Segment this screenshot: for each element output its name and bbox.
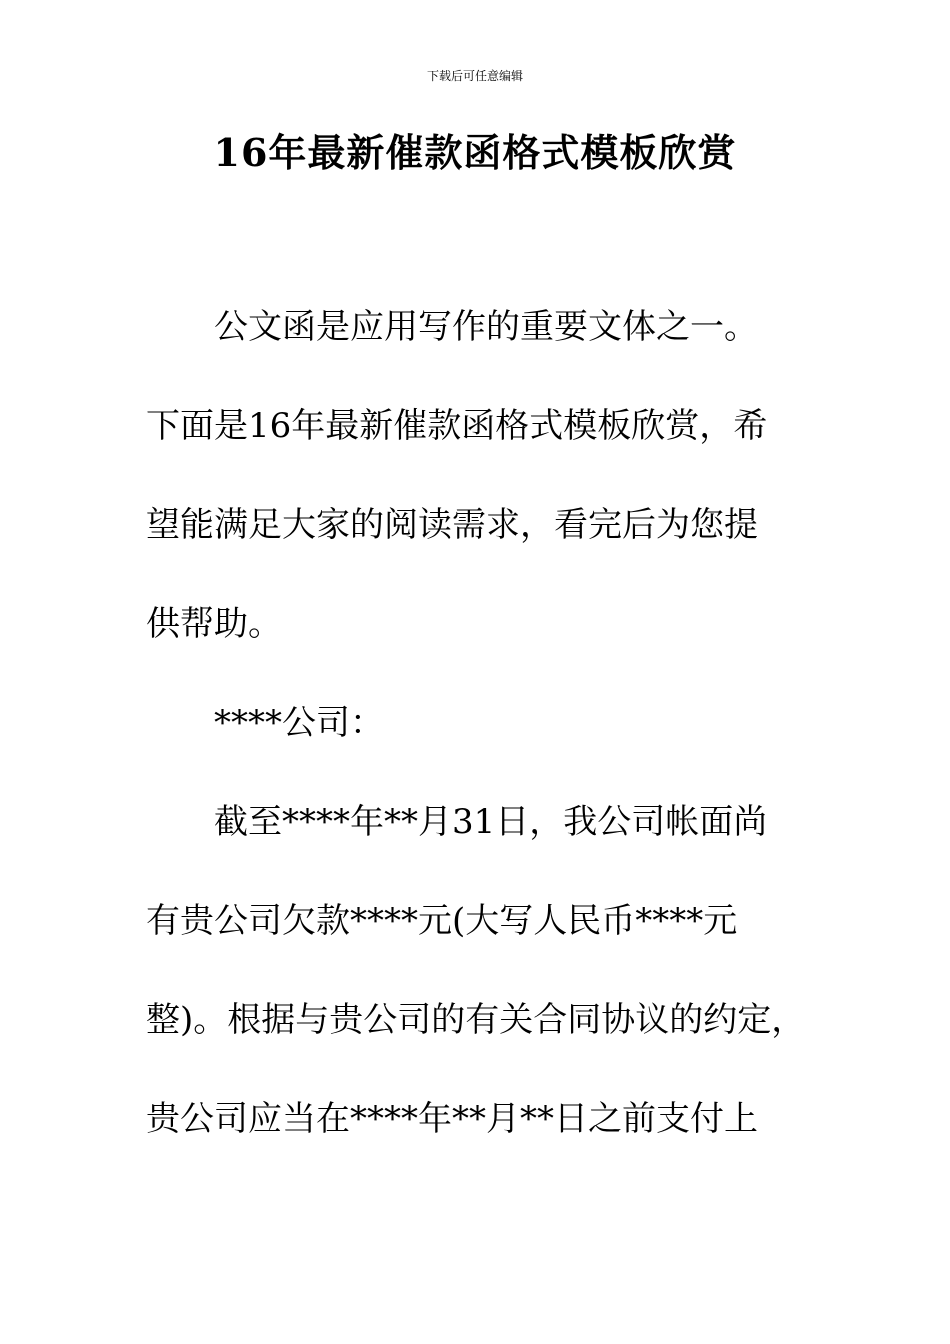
body-line: 供帮助。 [146, 604, 282, 644]
body-line: 下面是16年最新催款函格式模板欣赏，希 [146, 406, 768, 446]
body-line: 望能满足大家的阅读需求，看完后为您提 [146, 505, 758, 545]
document-title: 16年最新催款函格式模板欣赏 [213, 130, 737, 175]
body-line: 公文函是应用写作的重要文体之一。 [214, 307, 758, 347]
body-line: ****公司： [214, 703, 384, 743]
body-line: 有贵公司欠款****元(大写人民币****元 [146, 901, 738, 941]
body-line: 整)。根据与贵公司的有关合同协议的约定， [146, 1000, 806, 1040]
body-line: 贵公司应当在****年**月**日之前支付上 [146, 1099, 758, 1139]
body-line: 截至****年**月31日，我公司帐面尚 [214, 802, 768, 842]
header-note: 下载后可任意编辑 [426, 69, 523, 83]
